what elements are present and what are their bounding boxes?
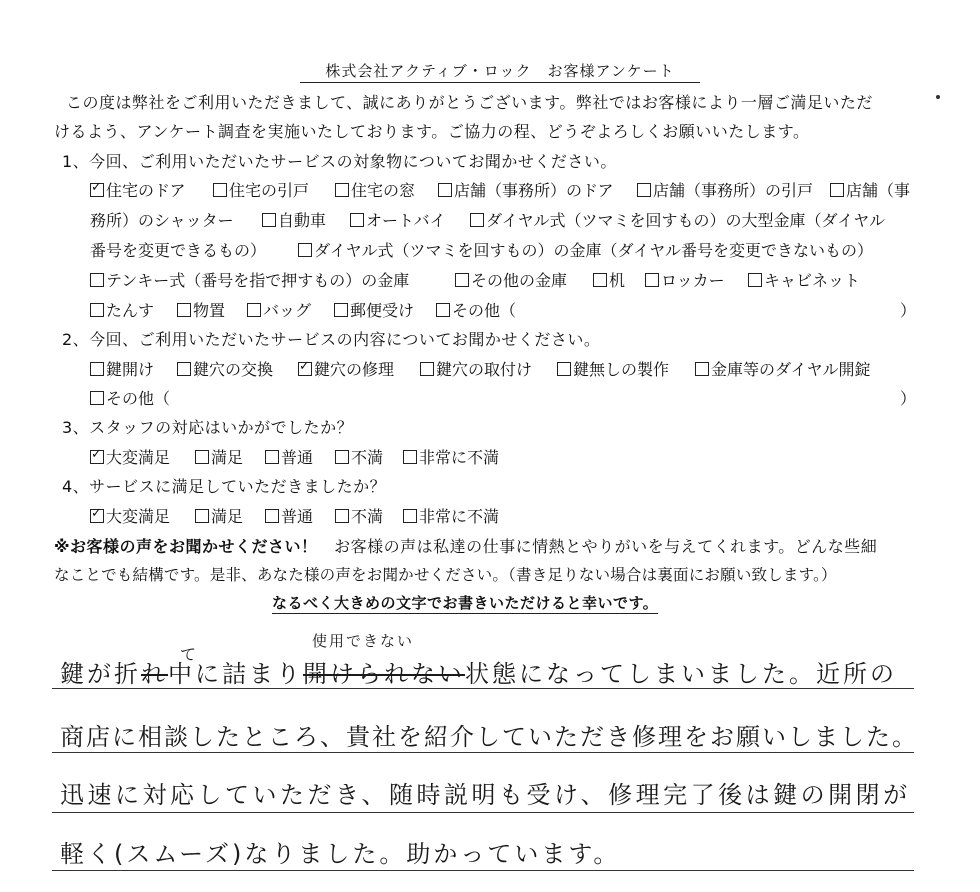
- checkbox[interactable]: [90, 303, 104, 317]
- q3-option-very-dissatisfied[interactable]: 非常に不満: [403, 445, 499, 468]
- q1-option-bag[interactable]: バッグ: [247, 298, 311, 321]
- checkbox[interactable]: [177, 303, 191, 317]
- voice-heading: ※お客様の声をお聞かせください！: [54, 537, 318, 556]
- q2-option-unlock[interactable]: 鍵開け: [90, 357, 154, 380]
- survey-title: 株式会社アクティブ・ロック お客様アンケート: [300, 60, 700, 83]
- checkbox[interactable]: [247, 303, 261, 317]
- handwritten-insert-unusable: 使用できない: [312, 632, 415, 650]
- writing-line-2: [52, 752, 914, 753]
- q1-option-other-safe[interactable]: その他の金庫: [455, 268, 567, 291]
- q1-option-house-window[interactable]: 住宅の窓: [335, 178, 415, 201]
- q1-option-large-safe[interactable]: ダイヤル式（ツマミを回すもの）の大型金庫（ダイヤル: [470, 208, 885, 231]
- handwritten-insert-te: て: [180, 645, 199, 664]
- checkbox[interactable]: [265, 450, 279, 464]
- checkbox[interactable]: [438, 183, 452, 197]
- checkbox[interactable]: [335, 450, 349, 464]
- checkbox[interactable]: [695, 362, 709, 376]
- checkbox[interactable]: [637, 183, 651, 197]
- q3-option-satisfied[interactable]: 満足: [195, 445, 243, 468]
- checkbox-checked[interactable]: [90, 450, 104, 464]
- checkbox[interactable]: [593, 273, 607, 287]
- checkbox[interactable]: [213, 183, 227, 197]
- checkbox[interactable]: [403, 450, 417, 464]
- q1-option-chest[interactable]: たんす: [90, 298, 154, 321]
- checkbox-checked[interactable]: [90, 183, 104, 197]
- checkbox[interactable]: [90, 362, 104, 376]
- checkbox[interactable]: [298, 243, 312, 257]
- writing-line-3: [52, 812, 914, 813]
- q1-option-cabinet[interactable]: キャビネット: [748, 268, 860, 291]
- q1-option-other[interactable]: その他（: [436, 298, 516, 321]
- checkbox[interactable]: [436, 303, 450, 317]
- q2-option-make-key[interactable]: 鍵無しの製作: [557, 357, 669, 380]
- checkbox[interactable]: [420, 362, 434, 376]
- q1-option-house-door[interactable]: ✓住宅のドア: [90, 178, 186, 201]
- q1-shutter-continued: 務所）のシャッター: [90, 211, 234, 230]
- q1-option-storage[interactable]: 物置: [177, 298, 225, 321]
- scan-dot: [936, 95, 940, 99]
- checkbox-checked[interactable]: [298, 362, 312, 376]
- checkbox[interactable]: [830, 183, 844, 197]
- q1-option-tenkey-safe[interactable]: テンキー式（番号を指で押すもの）の金庫: [90, 268, 409, 291]
- q1-option-mailbox[interactable]: 郵便受け: [334, 298, 414, 321]
- q1-question: 1、今回、ご利用いただいたサービスの対象物についてお聞かせください。: [62, 152, 617, 171]
- q1-option-shop-shutter[interactable]: 店舗（事: [830, 178, 910, 201]
- checkbox[interactable]: [90, 391, 104, 405]
- handwritten-line-1: 鍵が折れ中に詰まり開けられない状態になってしまいました。近所の: [60, 660, 897, 688]
- checkbox[interactable]: [90, 273, 104, 287]
- q1-option-desk[interactable]: 机: [593, 268, 625, 291]
- checkbox[interactable]: [334, 303, 348, 317]
- q4-option-very-dissatisfied[interactable]: 非常に不満: [403, 504, 499, 527]
- checkbox[interactable]: [557, 362, 571, 376]
- q2-option-repair[interactable]: ✓ 鍵穴の修理: [298, 357, 394, 380]
- checkbox[interactable]: [265, 509, 279, 523]
- intro-line-2: けるよう、アンケート調査を実施いたしております。ご協力の程、どうぞよろしくお願いいたします。: [54, 122, 810, 141]
- checkbox[interactable]: [335, 183, 349, 197]
- q4-question: 4、サービスに満足していただきましたか？: [62, 477, 387, 496]
- q4-option-very-satisfied[interactable]: ✓大変満足: [90, 504, 170, 527]
- q3-option-very-satisfied[interactable]: ✓大変満足: [90, 445, 170, 468]
- writing-line-1: [52, 688, 914, 689]
- q3-question: 3、スタッフの対応はいかがでしたか？: [62, 418, 354, 437]
- q2-other-close-paren: ）: [900, 389, 917, 408]
- q2-option-safe-dial[interactable]: 金庫等のダイヤル開錠: [695, 357, 871, 380]
- q1-option-house-sliding[interactable]: 住宅の引戸: [213, 178, 309, 201]
- checkbox-checked[interactable]: [90, 509, 104, 523]
- q3-option-dissatisfied[interactable]: 不満: [335, 445, 383, 468]
- checkbox[interactable]: [645, 273, 659, 287]
- q4-option-satisfied[interactable]: 満足: [195, 504, 243, 527]
- q2-option-replace[interactable]: 鍵穴の交換: [177, 357, 273, 380]
- checkbox[interactable]: [470, 213, 484, 227]
- checkbox[interactable]: [335, 509, 349, 523]
- checkbox[interactable]: [262, 213, 276, 227]
- q2-question: 2、今回、ご利用いただいたサービスの内容についてお聞かせください。: [62, 330, 601, 349]
- q1-option-shop-sliding[interactable]: 店舗（事務所）の引戸: [637, 178, 813, 201]
- q2-option-other[interactable]: その他（: [90, 386, 170, 409]
- handwritten-line-3: 迅速に対応していただき、随時説明も受け、修理完了後は鍵の開閉が: [60, 781, 911, 809]
- q2-option-install[interactable]: 鍵穴の取付け: [420, 357, 532, 380]
- checkbox[interactable]: [748, 273, 762, 287]
- checkbox[interactable]: [350, 213, 364, 227]
- checkbox[interactable]: [195, 509, 209, 523]
- q4-option-dissatisfied[interactable]: 不満: [335, 504, 383, 527]
- voice-line-1: ※お客様の声をお聞かせください！ お客様の声は私達の仕事に情熱とやりがいを与えてくれます。どんな些細: [54, 537, 878, 556]
- q3-option-neutral[interactable]: 普通: [265, 445, 313, 468]
- q1-other-close-paren: ）: [900, 301, 917, 320]
- handwritten-line-4: 軽く(スムーズ)なりました。助かっています。: [60, 840, 621, 868]
- q1-option-motorbike[interactable]: オートバイ: [350, 208, 446, 231]
- q1-option-locker[interactable]: ロッカー: [645, 268, 725, 291]
- writing-line-4: [52, 870, 914, 871]
- q1-option-safe-fixed[interactable]: ダイヤル式（ツマミを回すもの）の金庫（ダイヤル番号を変更できないもの）: [298, 238, 873, 261]
- checkbox[interactable]: [403, 509, 417, 523]
- q4-option-neutral[interactable]: 普通: [265, 504, 313, 527]
- voice-line-2: なことでも結構です。是非、あなた様の声をお聞かせください。（書き足りない場合は裏面にお願い致します。）: [54, 566, 837, 584]
- q1-large-safe-continued: 番号を変更できるもの）: [90, 241, 267, 260]
- voice-request: なるべく大きめの文字でお書きいただけると幸いです。: [272, 594, 659, 612]
- checkbox[interactable]: [177, 362, 191, 376]
- checkbox[interactable]: [195, 450, 209, 464]
- q1-option-car[interactable]: 自動車: [262, 208, 326, 231]
- handwritten-line-2: 商店に相談したところ、貴社を紹介していただき修理をお願いしました。: [60, 723, 918, 751]
- checkbox[interactable]: [455, 273, 469, 287]
- q1-option-shop-door[interactable]: 店舗（事務所）のドア: [438, 178, 614, 201]
- intro-line-1: この度は弊社をご利用いただきまして、誠にありがとうございます。弊社ではお客様により一層ご満足いただ: [66, 93, 873, 112]
